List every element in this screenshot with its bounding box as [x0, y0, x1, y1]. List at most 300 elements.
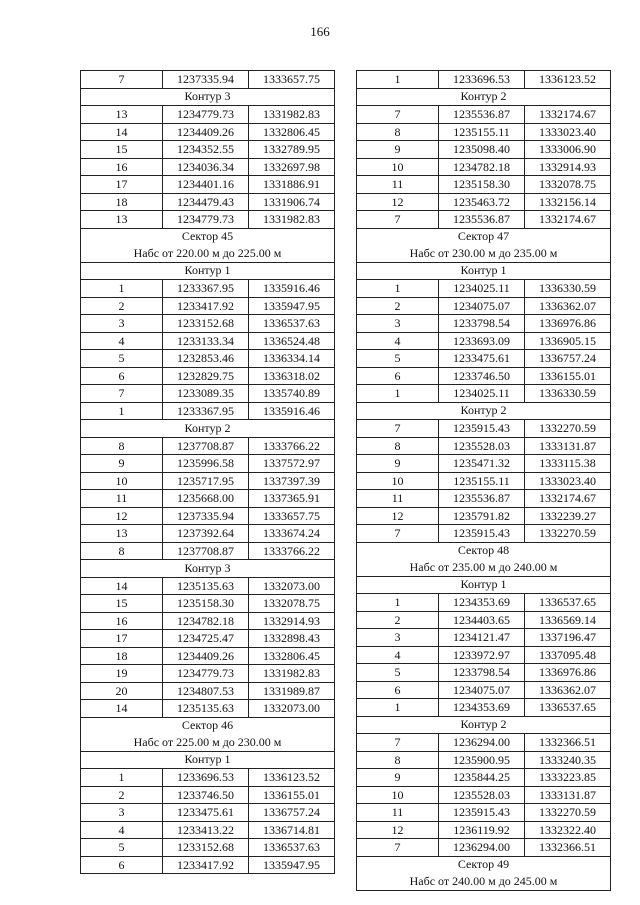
point-number: 9	[357, 455, 439, 473]
x-coordinate: 1233693.09	[439, 332, 525, 350]
x-coordinate: 1234075.07	[439, 681, 525, 699]
point-number: 12	[357, 821, 439, 839]
contour-label: Контур 2	[357, 88, 611, 106]
x-coordinate: 1233972.97	[439, 646, 525, 664]
x-coordinate: 1234025.11	[439, 280, 525, 298]
point-number: 14	[81, 123, 163, 141]
point-number: 3	[357, 629, 439, 647]
y-coordinate: 1332078.75	[525, 176, 611, 194]
point-number: 16	[81, 612, 163, 630]
table-row	[357, 437, 611, 455]
x-coordinate: 1233367.95	[163, 402, 249, 420]
point-number: 1	[357, 385, 439, 403]
y-coordinate: 1336757.24	[249, 804, 335, 822]
x-coordinate: 1235915.43	[439, 804, 525, 822]
x-coordinate: 1234036.34	[163, 158, 249, 176]
x-coordinate: 1235791.82	[439, 507, 525, 525]
y-coordinate: 1332914.93	[249, 612, 335, 630]
point-number: 4	[357, 646, 439, 664]
point-number: 4	[81, 332, 163, 350]
point-number: 3	[81, 804, 163, 822]
y-coordinate: 1332174.67	[525, 211, 611, 229]
x-coordinate: 1235717.95	[163, 472, 249, 490]
point-number: 1	[81, 280, 163, 298]
table-row	[357, 490, 611, 508]
y-coordinate: 1331989.87	[249, 682, 335, 700]
table-row	[357, 699, 611, 717]
table-row	[81, 856, 335, 874]
point-number: 11	[357, 176, 439, 194]
table-row	[357, 646, 611, 664]
table-row	[81, 839, 335, 857]
coordinates-table-right	[356, 70, 611, 891]
y-coordinate: 1336334.14	[249, 350, 335, 368]
table-row	[357, 315, 611, 333]
point-number: 9	[81, 455, 163, 473]
table-row	[357, 821, 611, 839]
sector-title: Сектор 47	[357, 228, 611, 245]
y-coordinate: 1333766.22	[249, 437, 335, 455]
sector-title-row	[81, 228, 335, 245]
x-coordinate: 1237335.94	[163, 71, 249, 89]
sector-title-row	[357, 856, 611, 873]
table-row	[357, 420, 611, 438]
point-number: 19	[81, 665, 163, 683]
point-number: 10	[357, 786, 439, 804]
table-row	[81, 525, 335, 543]
point-number: 8	[357, 437, 439, 455]
point-number: 12	[81, 507, 163, 525]
x-coordinate: 1233089.35	[163, 385, 249, 403]
point-number: 10	[357, 472, 439, 490]
table-row	[357, 664, 611, 682]
table-row	[357, 350, 611, 368]
table-row	[81, 769, 335, 787]
y-coordinate: 1332322.40	[525, 821, 611, 839]
x-coordinate: 1233475.61	[163, 804, 249, 822]
y-coordinate: 1332078.75	[249, 595, 335, 613]
x-coordinate: 1233133.34	[163, 332, 249, 350]
y-coordinate: 1331982.83	[249, 106, 335, 124]
point-number: 2	[81, 297, 163, 315]
y-coordinate: 1332806.45	[249, 647, 335, 665]
table-row	[81, 821, 335, 839]
sector-title-row	[81, 717, 335, 734]
point-number: 11	[81, 490, 163, 508]
y-coordinate: 1337397.39	[249, 472, 335, 490]
y-coordinate: 1332270.59	[525, 525, 611, 543]
y-coordinate: 1335947.95	[249, 856, 335, 874]
x-coordinate: 1235155.11	[439, 472, 525, 490]
point-number: 12	[357, 507, 439, 525]
point-number: 17	[81, 176, 163, 194]
x-coordinate: 1234409.26	[163, 647, 249, 665]
point-number: 8	[81, 542, 163, 560]
x-coordinate: 1234025.11	[439, 385, 525, 403]
table-row	[357, 734, 611, 752]
table-row	[81, 280, 335, 298]
y-coordinate: 1335916.46	[249, 280, 335, 298]
contour-label: Контур 3	[81, 560, 335, 578]
x-coordinate: 1233746.50	[163, 786, 249, 804]
table-row	[81, 630, 335, 648]
x-coordinate: 1235536.87	[439, 490, 525, 508]
contour-header-row	[81, 262, 335, 280]
y-coordinate: 1336155.01	[249, 786, 335, 804]
contour-label: Контур 3	[81, 88, 335, 106]
table-row	[81, 193, 335, 211]
x-coordinate: 1233798.54	[439, 664, 525, 682]
table-row	[81, 804, 335, 822]
x-coordinate: 1233413.22	[163, 821, 249, 839]
table-row	[81, 682, 335, 700]
y-coordinate: 1336362.07	[525, 297, 611, 315]
x-coordinate: 1236294.00	[439, 839, 525, 857]
x-coordinate: 1233152.68	[163, 315, 249, 333]
x-coordinate: 1235528.03	[439, 786, 525, 804]
contour-header-row	[81, 560, 335, 578]
x-coordinate: 1235668.00	[163, 490, 249, 508]
table-row	[357, 751, 611, 769]
x-coordinate: 1232853.46	[163, 350, 249, 368]
table-row	[357, 681, 611, 699]
x-coordinate: 1235098.40	[439, 141, 525, 159]
x-coordinate: 1235471.32	[439, 455, 525, 473]
point-number: 9	[357, 141, 439, 159]
table-row	[81, 595, 335, 613]
y-coordinate: 1332270.59	[525, 420, 611, 438]
y-coordinate: 1336714.81	[249, 821, 335, 839]
point-number: 1	[81, 402, 163, 420]
x-coordinate: 1235915.43	[439, 525, 525, 543]
table-row	[357, 106, 611, 124]
point-number: 8	[81, 437, 163, 455]
y-coordinate: 1332073.00	[249, 577, 335, 595]
x-coordinate: 1235536.87	[439, 211, 525, 229]
table-row	[81, 542, 335, 560]
table-row	[81, 665, 335, 683]
x-coordinate: 1234725.47	[163, 630, 249, 648]
x-coordinate: 1236119.92	[439, 821, 525, 839]
contour-label: Контур 1	[81, 262, 335, 280]
x-coordinate: 1235528.03	[439, 437, 525, 455]
table-row	[357, 211, 611, 229]
table-row	[81, 176, 335, 194]
point-number: 1	[357, 699, 439, 717]
sector-range-row	[357, 559, 611, 576]
x-coordinate: 1235135.63	[163, 700, 249, 718]
x-coordinate: 1234782.18	[163, 612, 249, 630]
point-number: 11	[357, 490, 439, 508]
contour-label: Контур 1	[357, 262, 611, 280]
table-row	[81, 402, 335, 420]
point-number: 2	[357, 297, 439, 315]
point-number: 7	[81, 71, 163, 89]
point-number: 1	[357, 71, 439, 89]
point-number: 9	[357, 769, 439, 787]
point-number: 6	[81, 367, 163, 385]
y-coordinate: 1332898.43	[249, 630, 335, 648]
point-number: 5	[357, 350, 439, 368]
table-row	[357, 804, 611, 822]
point-number: 13	[81, 525, 163, 543]
x-coordinate: 1235900.95	[439, 751, 525, 769]
table-row	[81, 647, 335, 665]
point-number: 8	[357, 123, 439, 141]
contour-header-row	[81, 420, 335, 438]
y-coordinate: 1336905.15	[525, 332, 611, 350]
table-row	[81, 507, 335, 525]
point-number: 13	[81, 106, 163, 124]
x-coordinate: 1234779.73	[163, 211, 249, 229]
table-row	[357, 594, 611, 612]
y-coordinate: 1336569.14	[525, 611, 611, 629]
y-coordinate: 1336976.86	[525, 315, 611, 333]
y-coordinate: 1336330.59	[525, 385, 611, 403]
point-number: 18	[81, 647, 163, 665]
table-row	[81, 211, 335, 229]
y-coordinate: 1331906.74	[249, 193, 335, 211]
sector-title: Сектор 48	[357, 542, 611, 559]
table-row	[357, 385, 611, 403]
x-coordinate: 1234409.26	[163, 123, 249, 141]
table-row	[357, 123, 611, 141]
sector-range-row	[81, 245, 335, 262]
y-coordinate: 1337572.97	[249, 455, 335, 473]
x-coordinate: 1237392.64	[163, 525, 249, 543]
table-row	[81, 123, 335, 141]
table-row	[357, 280, 611, 298]
y-coordinate: 1335916.46	[249, 402, 335, 420]
y-coordinate: 1332789.95	[249, 141, 335, 159]
table-row	[81, 158, 335, 176]
x-coordinate: 1234401.16	[163, 176, 249, 194]
table-row	[81, 786, 335, 804]
x-coordinate: 1237708.87	[163, 542, 249, 560]
y-coordinate: 1336123.52	[249, 769, 335, 787]
table-row	[357, 786, 611, 804]
x-coordinate: 1235536.87	[439, 106, 525, 124]
sector-range-row	[357, 245, 611, 262]
y-coordinate: 1336524.48	[249, 332, 335, 350]
table-row	[357, 193, 611, 211]
page-number: 166	[310, 24, 330, 39]
y-coordinate: 1331982.83	[249, 665, 335, 683]
point-number: 6	[357, 367, 439, 385]
point-number: 5	[81, 839, 163, 857]
x-coordinate: 1235996.58	[163, 455, 249, 473]
x-coordinate: 1234779.73	[163, 665, 249, 683]
y-coordinate: 1336757.24	[525, 350, 611, 368]
table-row	[357, 332, 611, 350]
sector-height-range: Набс от 240.00 м до 245.00 м	[357, 873, 611, 890]
table-row	[357, 629, 611, 647]
point-number: 18	[81, 193, 163, 211]
y-coordinate: 1331982.83	[249, 211, 335, 229]
point-number: 4	[81, 821, 163, 839]
table-row	[81, 297, 335, 315]
y-coordinate: 1332073.00	[249, 700, 335, 718]
point-number: 2	[81, 786, 163, 804]
y-coordinate: 1332174.67	[525, 490, 611, 508]
y-coordinate: 1336330.59	[525, 280, 611, 298]
x-coordinate: 1234779.73	[163, 106, 249, 124]
x-coordinate: 1234479.43	[163, 193, 249, 211]
point-number: 7	[81, 385, 163, 403]
point-number: 14	[81, 700, 163, 718]
x-coordinate: 1234121.47	[439, 629, 525, 647]
y-coordinate: 1332270.59	[525, 804, 611, 822]
x-coordinate: 1235158.30	[163, 595, 249, 613]
point-number: 10	[357, 158, 439, 176]
y-coordinate: 1333240.35	[525, 751, 611, 769]
table-row	[357, 297, 611, 315]
contour-label: Контур 2	[357, 402, 611, 420]
table-row	[81, 612, 335, 630]
sector-height-range: Набс от 225.00 м до 230.00 м	[81, 734, 335, 751]
table-row	[357, 472, 611, 490]
y-coordinate: 1332174.67	[525, 106, 611, 124]
sector-height-range: Набс от 235.00 м до 240.00 м	[357, 559, 611, 576]
y-coordinate: 1336123.52	[525, 71, 611, 89]
y-coordinate: 1333115.38	[525, 455, 611, 473]
point-number: 17	[81, 630, 163, 648]
point-number: 15	[81, 141, 163, 159]
table-row	[357, 141, 611, 159]
x-coordinate: 1232829.75	[163, 367, 249, 385]
table-row	[81, 437, 335, 455]
sector-range-row	[357, 873, 611, 890]
y-coordinate: 1336155.01	[525, 367, 611, 385]
coordinates-table-left	[80, 70, 335, 874]
point-number: 6	[357, 681, 439, 699]
y-coordinate: 1332366.51	[525, 839, 611, 857]
point-number: 7	[357, 525, 439, 543]
x-coordinate: 1233367.95	[163, 280, 249, 298]
table-row	[357, 455, 611, 473]
table-row	[81, 71, 335, 89]
x-coordinate: 1233746.50	[439, 367, 525, 385]
x-coordinate: 1236294.00	[439, 734, 525, 752]
x-coordinate: 1233696.53	[439, 71, 525, 89]
y-coordinate: 1333131.87	[525, 786, 611, 804]
point-number: 10	[81, 472, 163, 490]
sector-title: Сектор 49	[357, 856, 611, 873]
table-row	[357, 769, 611, 787]
point-number: 7	[357, 420, 439, 438]
table-row	[357, 367, 611, 385]
table-row	[81, 367, 335, 385]
table-row	[357, 525, 611, 543]
x-coordinate: 1235158.30	[439, 176, 525, 194]
point-number: 3	[81, 315, 163, 333]
table-row	[81, 577, 335, 595]
y-coordinate: 1332806.45	[249, 123, 335, 141]
sector-height-range: Набс от 230.00 м до 235.00 м	[357, 245, 611, 262]
point-number: 3	[357, 315, 439, 333]
point-number: 7	[357, 106, 439, 124]
point-number: 6	[81, 856, 163, 874]
contour-header-row	[357, 88, 611, 106]
sector-title-row	[357, 228, 611, 245]
sector-title: Сектор 46	[81, 717, 335, 734]
contour-header-row	[357, 716, 611, 734]
contour-header-row	[81, 88, 335, 106]
y-coordinate: 1336537.65	[525, 699, 611, 717]
table-row	[81, 700, 335, 718]
table-row	[357, 611, 611, 629]
sector-height-range: Набс от 220.00 м до 225.00 м	[81, 245, 335, 262]
contour-header-row	[357, 402, 611, 420]
point-number: 7	[357, 734, 439, 752]
point-number: 1	[357, 594, 439, 612]
y-coordinate: 1336537.65	[525, 594, 611, 612]
table-row	[357, 507, 611, 525]
y-coordinate: 1337196.47	[525, 629, 611, 647]
y-coordinate: 1332914.93	[525, 158, 611, 176]
table-row	[81, 106, 335, 124]
table-row	[357, 176, 611, 194]
y-coordinate: 1337095.48	[525, 646, 611, 664]
y-coordinate: 1337365.91	[249, 490, 335, 508]
y-coordinate: 1333766.22	[249, 542, 335, 560]
x-coordinate: 1235844.25	[439, 769, 525, 787]
y-coordinate: 1333023.40	[525, 472, 611, 490]
point-number: 16	[81, 158, 163, 176]
contour-header-row	[357, 576, 611, 594]
y-coordinate: 1333657.75	[249, 507, 335, 525]
point-number: 1	[357, 280, 439, 298]
point-number: 12	[357, 193, 439, 211]
point-number: 1	[81, 769, 163, 787]
y-coordinate: 1333657.75	[249, 71, 335, 89]
contour-header-row	[357, 262, 611, 280]
point-number: 5	[357, 664, 439, 682]
y-coordinate: 1333674.24	[249, 525, 335, 543]
x-coordinate: 1233475.61	[439, 350, 525, 368]
x-coordinate: 1235135.63	[163, 577, 249, 595]
x-coordinate: 1234075.07	[439, 297, 525, 315]
table-row	[81, 385, 335, 403]
x-coordinate: 1233696.53	[163, 769, 249, 787]
x-coordinate: 1233417.92	[163, 856, 249, 874]
y-coordinate: 1336537.63	[249, 315, 335, 333]
x-coordinate: 1237335.94	[163, 507, 249, 525]
y-coordinate: 1336976.86	[525, 664, 611, 682]
y-coordinate: 1333006.90	[525, 141, 611, 159]
point-number: 8	[357, 751, 439, 769]
x-coordinate: 1234352.55	[163, 141, 249, 159]
y-coordinate: 1336362.07	[525, 681, 611, 699]
table-row	[81, 490, 335, 508]
y-coordinate: 1332366.51	[525, 734, 611, 752]
table-row	[81, 332, 335, 350]
x-coordinate: 1234807.53	[163, 682, 249, 700]
contour-label: Контур 1	[357, 576, 611, 594]
point-number: 2	[357, 611, 439, 629]
table-row	[81, 350, 335, 368]
contour-label: Контур 1	[81, 751, 335, 769]
table-row	[357, 158, 611, 176]
point-number: 7	[357, 839, 439, 857]
y-coordinate: 1331886.91	[249, 176, 335, 194]
contour-header-row	[81, 751, 335, 769]
x-coordinate: 1235915.43	[439, 420, 525, 438]
table-row	[81, 141, 335, 159]
x-coordinate: 1234403.65	[439, 611, 525, 629]
y-coordinate: 1332156.14	[525, 193, 611, 211]
y-coordinate: 1336318.02	[249, 367, 335, 385]
